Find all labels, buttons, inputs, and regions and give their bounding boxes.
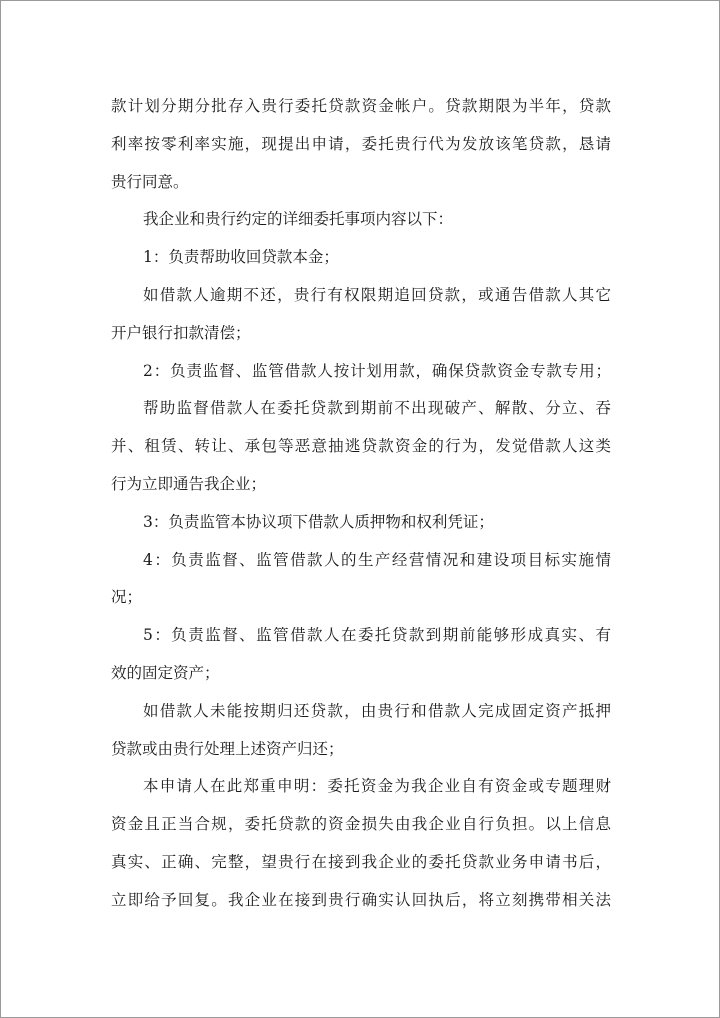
text-line: 效的固定资产； (111, 663, 220, 682)
text-line: 5：负责监督、监管借款人在委托贷款到期前能够形成真实、有 (143, 626, 611, 645)
text-line: 贷款或由贵行处理上述资产归还； (111, 739, 344, 758)
text-line: 1：负责帮助收回贷款本金； (143, 248, 339, 267)
text-line: 资金且正当合规，委托贷款的资金损失由我企业自行负担。以上信息 (111, 815, 611, 834)
document-body (111, 93, 611, 925)
text-line: 我企业和贵行约定的详细委托事项内容以下： (143, 210, 454, 229)
text-line: 贵行同意。 (111, 172, 189, 191)
text-line: 开户银行扣款清偿； (111, 323, 251, 342)
text-line: 3：负责监管本协议项下借款人质押物和权利凭证； (143, 512, 494, 531)
text-line: 4：负责监督、监管借款人的生产经营情况和建设项目标实施情 (143, 550, 611, 569)
text-line: 利率按零利率实施，现提出申请，委托贵行代为发放该笔贷款，恳请 (111, 134, 611, 153)
text-line: 真实、正确、完整，望贵行在接到我企业的委托贷款业务申请书后， (111, 852, 611, 871)
text-line: 帮助监督借款人在委托贷款到期前不出现破产、解散、分立、吞 (143, 399, 611, 418)
text-line: 2：负责监督、监管借款人按计划用款，确保贷款资金专款专用； (143, 361, 611, 380)
text-line: 立即给予回复。我企业在接到贵行确实认回执后，将立刻携带相关法 (111, 890, 611, 909)
text-line: 行为立即通告我企业； (111, 474, 267, 493)
text-line: 本申请人在此郑重申明：委托资金为我企业自有资金或专题理财 (143, 777, 611, 796)
text-line: 况； (111, 588, 143, 607)
text-line: 款计划分期分批存入贵行委托贷款资金帐户。贷款期限为半年，贷款 (111, 97, 611, 115)
text-line: 并、租赁、转让、承包等恶意抽逃贷款资金的行为，发觉借款人这类 (111, 437, 611, 456)
text-line: 如借款人未能按期归还贷款，由贵行和借款人完成固定资产抵押 (143, 701, 611, 720)
text-line: 如借款人逾期不还，贵行有权限期追回贷款，或通告借款人其它 (143, 285, 611, 304)
